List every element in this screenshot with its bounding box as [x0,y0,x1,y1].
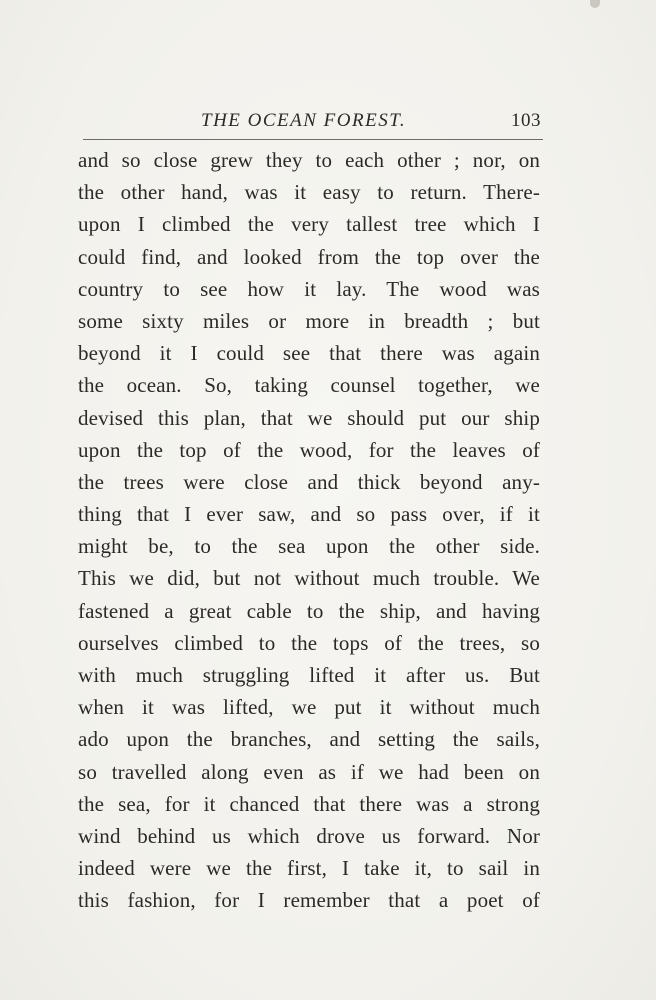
text-line: This we did, but not without much trouble. We [78,566,540,591]
text-line: devised this plan, that we should put our ship [78,405,540,430]
text-line: this fashion, for I remember that a poet of [78,888,540,913]
text-line: could find, and looked from the top over the [78,244,540,269]
body-text [78,144,540,917]
text-line: indeed were we the first, I take it, to sail in [78,856,540,881]
text-line: with much struggling lifted it after us. But [78,663,540,687]
text-line: some sixty miles or more in breadth ; but [78,308,540,333]
text-line: the sea, for it chanced that there was a strong [78,791,540,816]
text-line: and so close grew they to each other ; nor, on [78,148,540,172]
text-line: wind behind us which drove us forward. Nor [78,823,540,848]
text-line: when it was lifted, we put it without much [78,695,540,720]
text-line: the ocean. So, taking counsel together, we [78,373,540,398]
text-line: ado upon the branches, and setting the sails, [78,727,540,752]
running-title: THE OCEAN FOREST. [201,110,407,131]
text-line: might be, to the sea upon the other side. [78,534,540,559]
text-line: so travelled along even as if we had been on [78,759,540,784]
text-line: ourselves climbed to the tops of the trees, so [78,630,540,655]
text-line: upon the top of the wood, for the leaves of [78,437,540,462]
text-line: country to see how it lay. The wood was [78,276,540,301]
text-line: the trees were close and thick beyond any- [78,469,540,494]
text-line: the other hand, was it easy to return. There- [78,180,540,205]
text-line: upon I climbed the very tallest tree which I [78,212,540,237]
text-line: fastened a great cable to the ship, and having [78,598,540,623]
page-number: 103 [511,110,541,131]
text-line: thing that I ever saw, and so pass over, if it [78,502,540,527]
page-blemish [590,0,600,8]
text-line: beyond it I could see that there was again [78,341,540,366]
header-rule [83,139,543,140]
page-header [83,108,543,134]
